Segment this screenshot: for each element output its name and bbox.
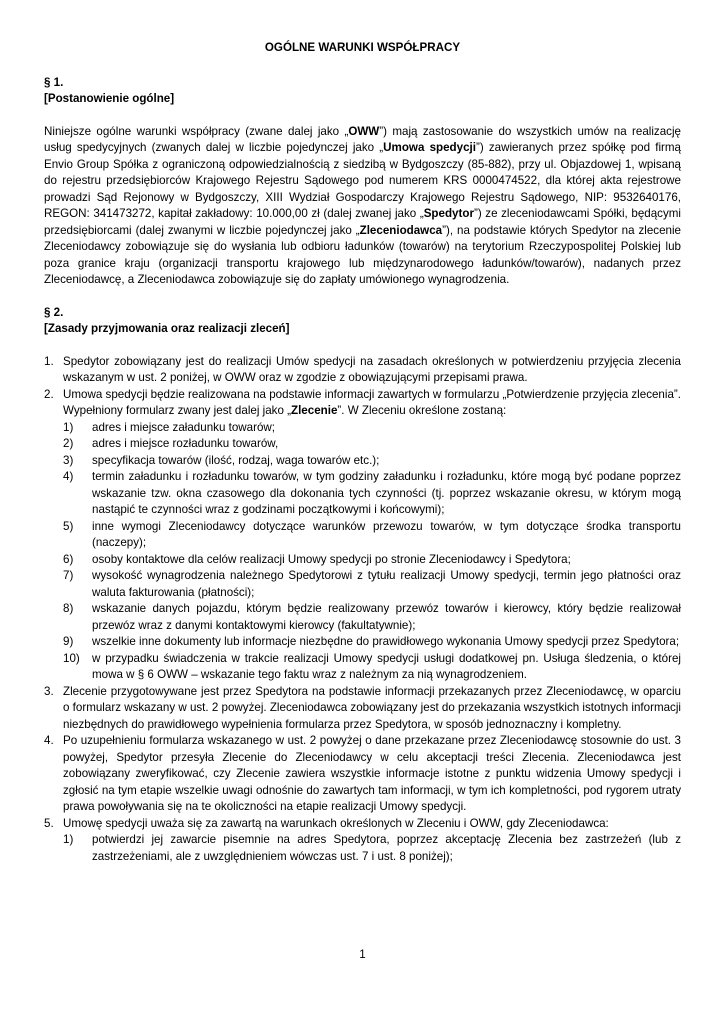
sub-list-item: 6) osoby kontaktowe dla celów realizacji Umowy spedycji po stronie Zleceniodawcy i Spedytora;: [63, 552, 571, 566]
section2-list: [44, 354, 681, 866]
sub-list-item: 7) wysokość wynagrodzenia należnego Spedytorowi z tytułu realizacji Umowy spedycji, termin jego płatności oraz waluta fakturowania (płatności);: [63, 569, 681, 599]
page-number: 1: [359, 948, 366, 961]
sub-list-item: 8) wskazanie danych pojazdu, którym będzie realizowany przewóz towarów i kierowcy, który będzie realizował przewóz wraz z danymi kontaktowymi kierowcy (fakultatywnie);: [63, 602, 681, 632]
sub-list-item: 5) inne wymogi Zleceniodawcy dotyczące warunków przewozu towarów, w tym dotyczące środka transportu (naczepy);: [63, 519, 681, 549]
list-item: 1. Spedytor zobowiązany jest do realizacji Umów spedycji na zasadach określonych w potwierdzeniu przyjęcia zlecenia wskazanym w ust. 2 poniżej, w OWW oraz w zgodzie z obowiązującymi przepisami prawa.: [44, 354, 681, 384]
section1-paragraph: Niniejsze ogólne warunki współpracy (zwane dalej jako „OWW”) mają zastosowanie do wszystkich umów na realizację usług spedycyjnych (zwanych dalej w liczbie pojedynczej jako „Umowa spedycji”) zawieranych przez spółkę pod firmą Envio Group Spółka z ograniczoną odpowiedzialnością z siedzibą w Bydgoszczy (85-882), przy ul. Objazdowej 1, wpisaną do rejestru przedsiębiorców Krajowego Rejestru Sądowego pod numerem KRS 0000474522, dla której akta rejestrowe prowadzi Sąd Rejonowy w Bydgoszczy, XIII Wydział Gospodarczy Krajowego Rejestru Sądowego, NIP: 9532640176, REGON: 341473272, kapitał zakładowy: 10.000,00 zł (dalej zwanej jako „Spedytor”) ze zleceniodawcami Spółki, będącymi przedsiębiorcami (dalej zwanymi w liczbie pojedynczej jako „Zleceniodawca”), na podstawie których Spedytor na zlecenie Zleceniodawcy zobowiązuje się do wysłania lub odbioru ładunków (towarów) na terytorium Rzeczypospolitej Polskiej lub poza granice kraju (organizacji transportu krajowego lub międzynarodowego ładunków/towarów), nadanych przez Zleceniodawcę, a Zleceniodawca zobowiązuje się do zapłaty umówionego wynagrodzenia.: [44, 124, 681, 286]
list-item: 3. Zlecenie przygotowywane jest przez Spedytora na podstawie informacji przekazanych przez Zleceniodawcę, w oparciu o formularz wskazany w ust. 2 powyżej. Zleceniodawca zobowiązany jest do przekazania wszystkich istotnych informacji niezbędnych do prawidłowego wypełnienia formularza przez Spedytora, w sposób jednoznaczny i kompletny.: [44, 684, 681, 731]
section1-heading: [Postanowienie ogólne]: [44, 92, 175, 105]
sub-list-item: 10) w przypadku świadczenia w trakcie realizacji Umowy spedycji usługi dodatkowej pn. Usługa śledzenia, o której mowa w § 6 OWW – wskazanie tego faktu wraz z należnym za nią wynagrodzeniem.: [63, 651, 681, 681]
document-title: OGÓLNE WARUNKI WSPÓŁPRACY: [264, 41, 461, 54]
list-item: 4. Po uzupełnieniu formularza wskazanego w ust. 2 powyżej o dane przekazane przez Zleceniodawcę stosownie do ust. 3 powyżej, Spedytor przesyła Zlecenie do Zleceniodawcy w celu akceptacji treści Zlecenia. Zleceniodawca jest zobowiązany zweryfikować, czy Zlecenie zawiera wszystkie informacje istotne z punktu widzenia Umowy spedycji i zgłosić na tym etapie wszelkie uwagi odnośnie do zawartych tam informacji, w tym ich kompletności, pod rygorem utraty prawa powoływania się na te okoliczności na etapie realizacji Umowy spedycji.: [44, 734, 681, 813]
section1-number: § 1.: [44, 75, 64, 89]
list-item: 2. Umowa spedycji będzie realizowana na podstawie informacji zawartych w formularzu „Potwierdzenie przyjęcia zlecenia”. Wypełniony formularz zwany jest dalej jako „Zlecenie”. W Zleceniu określone zostaną:: [44, 387, 681, 417]
sub-list-item: 4) termin załadunku i rozładunku towarów, w tym godziny załadunku i rozładunku, które mogą być podane poprzez wskazanie tzw. okna czasowego dla dokonania tych czynności (tj. poprzez wskazanie okresu, w którym mogą nastąpić te czynności wraz z godzinami początkowymi i końcowymi);: [63, 470, 681, 516]
sub-list-item: 1) potwierdzi jej zawarcie pisemnie na adres Spedytora, poprzez akceptację Zlecenia bez zastrzeżeń (lub z zastrzeżeniami, ale z uwzględnieniem wówczas ust. 7 i ust. 8 poniżej);: [63, 833, 681, 863]
document-page: [44, 40, 681, 865]
section2-heading: [Zasady przyjmowania oraz realizacji zleceń]: [44, 322, 290, 335]
list-item: 5. Umowę spedycji uważa się za zawartą na warunkach określonych w Zleceniu i OWW, gdy Zleceniodawca:: [44, 816, 609, 830]
sub-list-item: 2) adres i miejsce rozładunku towarów,: [63, 437, 279, 450]
sub-list-item: 3) specyfikacja towarów (ilość, rodzaj, waga towarów etc.);: [63, 453, 380, 467]
section2-number: § 2.: [44, 305, 64, 319]
sub-list-item: 1) adres i miejsce załadunku towarów;: [63, 420, 276, 434]
sub-list-item: 9) wszelkie inne dokumenty lub informacje niezbędne do prawidłowego wykonania Umowy spedycji przez Spedytora;: [63, 635, 680, 648]
